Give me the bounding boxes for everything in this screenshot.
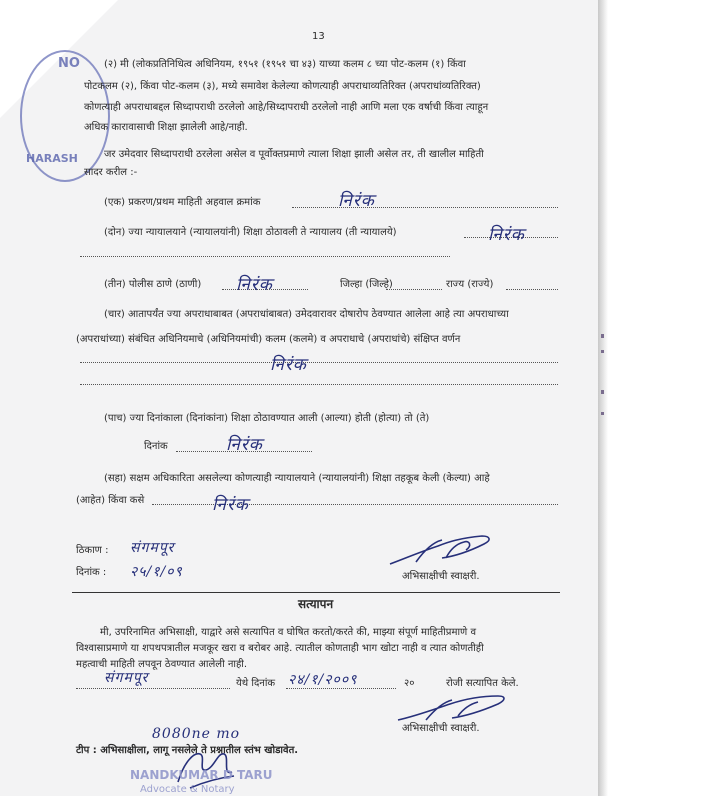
item-three-district-label: जिल्हा (जिल्हे)	[340, 279, 393, 290]
item-one-line	[292, 207, 558, 208]
binding-marks	[600, 330, 606, 420]
deponent-signature-1	[386, 528, 496, 572]
date-label: दिनांक :	[76, 567, 107, 578]
item-three-district-line	[386, 289, 442, 290]
item-four-line-1: (चार) आतापर्यंत ज्या अपराधाबाबत (अपराधांबाबत) उमेदवारावर दोषारोप ठेवण्यात आलेला आहे त्या अपराधाच्या	[104, 309, 509, 320]
conditional-line-1: जर उमेदवार सिध्दापराधी ठरलेला असेल व पूर्वोक्तप्रमाणे त्याला शिक्षा झाली असेल तर, ती खालील माहिती	[104, 149, 484, 160]
page-number: 13	[312, 31, 325, 42]
deponent-signature-2	[394, 690, 510, 726]
verification-line-1: मी, उपरिनामित अभिसाक्षी, याद्वारे असे सत्यापित व घोषित करतो/करते की, माझ्या संपूर्ण माहितीप्रमाणे व	[100, 627, 476, 638]
item-two-label: (दोन) ज्या न्यायालयाने (न्यायालयांनी) शिक्षा ठोठावली ते न्यायालय (ती न्यायालये)	[104, 227, 397, 238]
stamp-letters-no: NO	[58, 56, 80, 71]
item-three-police-value: निरंक	[236, 275, 273, 295]
item-one-value: निरंक	[338, 191, 375, 211]
item-four-line-b	[80, 384, 558, 385]
item-six-line-2: (आहेत) किंवा कसे	[76, 495, 145, 506]
stamp-text-harash: HARASH	[26, 152, 78, 165]
verification-line-3: महत्वाची माहिती लपवून ठेवण्यात आलेली नाही.	[76, 659, 248, 670]
section-divider	[72, 592, 560, 593]
item-six-value: निरंक	[212, 495, 249, 515]
clause-2-line-1: (२) मी (लोकप्रतिनिधित्व अधिनियम, १९५१ (१९५१ चा ४३) याच्या कलम ८ च्या पोट-कलम (१) किंवा	[104, 59, 466, 70]
clause-2-line-2: पोटकलम (२), किंवा पोट-कलम (३), मध्ये समावेश केलेल्या कोणत्याही अपराधाव्यतिरिक्त (अपराधांव्यतिरिक्त)	[84, 81, 481, 92]
item-five-label: (पाच) ज्या दिनांकाला (दिनांकांना) शिक्षा ठोठावण्यात आली (आल्या) होती (होत्या) तो (ते)	[104, 413, 430, 424]
verification-place-line	[76, 688, 230, 689]
clause-2-line-3: कोणत्याही अपराधाबद्दल सिध्दापराधी ठरलेलो आहे/सिध्दापराधी ठरलेलो नाही आणि मला एक वर्षाची किंवा त्याहून	[84, 102, 489, 113]
item-four-line-a	[80, 362, 558, 363]
verification-place-value: संगमपूर	[104, 670, 149, 686]
deponent-signature-label-1: अभिसाक्षीची स्वाक्षरी.	[402, 571, 480, 582]
notary-stamp-subtitle: Advocate & Notary	[140, 784, 235, 795]
item-two-line-2	[80, 256, 450, 257]
item-two-value: निरंक	[488, 225, 525, 245]
verification-date-label: येथे दिनांक	[236, 678, 276, 689]
deponent-signature-label-2: अभिसाक्षीची स्वाक्षरी.	[402, 723, 480, 734]
item-three-state-label: राज्य (राज्ये)	[446, 279, 494, 290]
notary-stamp-name: NANDKUMAR D TARU	[130, 768, 273, 782]
clause-2-line-4: अधिक कारावासाची शिक्षा झालेली आहे/नाही.	[84, 122, 248, 133]
item-five-value: निरंक	[226, 435, 263, 455]
place-value: संगमपूर	[130, 540, 175, 556]
item-five-date-label: दिनांक	[144, 441, 168, 452]
item-one-label: (एक) प्रकरण/प्रथम माहिती अहवाल क्रमांक	[104, 197, 261, 208]
verification-title: सत्यापन	[298, 597, 334, 611]
verification-year: २०	[404, 678, 415, 689]
item-three-police-label: (तीन) पोलीस ठाणे (ठाणी)	[104, 279, 202, 290]
verification-end-text: रोजी सत्यापित केले.	[446, 678, 519, 689]
note-text: टीप : अभिसाक्षीला, लागू नसलेले ते प्रश्नातील स्तंभ खोडावेत.	[76, 745, 299, 756]
notary-registration-handwritten: 8080ne mo	[152, 726, 241, 742]
date-value: २५/१/०९	[130, 564, 183, 580]
conditional-line-2: सादर करील :-	[84, 167, 138, 178]
item-four-line-2: (अपराधांच्या) संबंधित अधिनियमाचे (अधिनियमांची) कलम (कलमे) व अपराधाचे (अपराधांचे) संक्षिप्त वर्णन	[76, 334, 461, 345]
item-three-state-line	[506, 289, 558, 290]
item-four-value: निरंक	[270, 355, 307, 375]
verification-line-2: विश्वासाप्रमाणे या शपथपत्रातील मजकूर खरा व बरोबर आहे. त्यातील कोणताही भाग खोटा नाही व त्यात कोणतीही	[76, 643, 484, 654]
verification-date-value: २४/१/२००९	[288, 672, 358, 688]
place-label: ठिकाण :	[76, 545, 109, 556]
item-six-line-1: (सहा) सक्षम अधिकारिता असलेल्या कोणत्याही न्यायालयाने (न्यायालयांनी) शिक्षा तहकूब केली (केल्या) आहे	[104, 473, 490, 484]
